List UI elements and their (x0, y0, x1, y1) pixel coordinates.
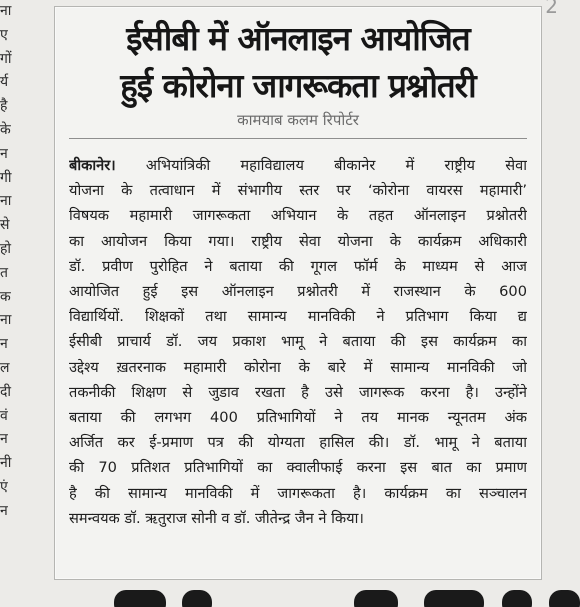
column-fragment: हो (0, 240, 12, 257)
page-number: 2 (545, 0, 558, 18)
body-line: समन्वयक डॉ. ऋतुराज सोनी व डॉ. जीतेन्द्र जैन ने किया। (69, 509, 364, 527)
column-fragment: ना (0, 312, 12, 329)
column-fragment: ए (0, 26, 8, 43)
text-fragment (502, 590, 532, 607)
dateline: बीकानेर। (69, 157, 116, 174)
column-fragment: न (0, 336, 8, 353)
next-headline-fragment (54, 588, 580, 607)
body-line: बताया की लगभग 400 प्रतिभागियों ने तय मानक न्यूनतम अंक (69, 409, 527, 427)
divider (69, 138, 527, 139)
column-fragment: क (0, 288, 11, 305)
body-line: अर्जित कर ई-प्रमाण पत्र की योग्यता हासिल की। डॉ. भामू ने बताया (69, 434, 527, 452)
text-fragment (424, 590, 484, 607)
column-fragment: दी (0, 383, 12, 400)
news-article (54, 6, 542, 580)
column-fragment: ना (0, 193, 12, 210)
adjacent-column-fragment (0, 0, 26, 590)
column-fragment: एं (0, 478, 8, 495)
body-line: का आयोजन किया गया। राष्ट्रीय सेवा योजना के कार्यक्रम अधिकारी (69, 232, 527, 250)
headline-line: ईसीबी में ऑनलाइन आयोजित (126, 19, 470, 58)
headline (69, 15, 527, 109)
column-fragment: र्य (0, 74, 9, 91)
body-line-text: अभियांत्रिकी महाविद्यालय बीकानेर में राष्ट्रीय सेवा (115, 157, 527, 174)
body-line: उद्देश्य ख़तरनाक महामारी कोरोना के बारे में सामान्य मानविकी जो (69, 358, 527, 376)
column-fragment: त (0, 264, 8, 281)
text-fragment (114, 590, 166, 607)
body-line: तकनीकी शिक्षण से जुडाव रखता है उसे जागरूक करना है। उन्होंने (69, 383, 527, 401)
body-line (69, 153, 527, 178)
column-fragment: ना (0, 3, 12, 19)
column-fragment: न (0, 145, 8, 162)
body-line: है की सामान्य मानविकी में जागरूकता है। कार्यक्रम का सञ्चालन (69, 484, 527, 502)
body-line: आयोजित हुई इस ऑनलाइन प्रश्नोतरी में राजस्थान के 600 (69, 283, 527, 301)
text-fragment (182, 590, 212, 607)
body-line: विषयक महामारी जागरूकता अभियान के तहत ऑनलाइन प्रश्नोतरी (69, 207, 527, 225)
column-fragment: न (0, 502, 8, 519)
column-fragment: है (0, 98, 8, 115)
column-fragment: न (0, 431, 8, 448)
text-fragment (549, 590, 580, 607)
body-line: डॉ. प्रवीण पुरोहित ने बताया की गूगल फॉर्म के माध्यम से आज (69, 257, 527, 275)
headline-line: हुई कोरोना जागरूकता प्रश्नोतरी (120, 66, 476, 105)
column-fragment: वं (0, 407, 8, 424)
byline: कामयाब कलम रिपोर्टर (237, 111, 359, 129)
article-body (69, 153, 527, 531)
body-line: ईसीबी प्राचार्य डॉ. जय प्रकाश भामू ने बताया की इस कार्यक्रम का (69, 333, 527, 351)
column-fragment: से (0, 217, 10, 234)
body-line: योजना के तत्वाधान में संभागीय स्तर पर ‘कोरोना वायरस महामारी’ (69, 182, 527, 200)
body-line: की 70 प्रतिशत प्रतिभागियों का क्वालीफाई करना इस बात का प्रमाण (69, 459, 527, 477)
column-fragment: ल (0, 359, 10, 376)
column-fragment: के (0, 121, 11, 138)
column-fragment: नी (0, 455, 12, 472)
body-line: विद्यार्थियों. शिक्षकों तथा सामान्य मानविकी ने प्रतिभाग किया द्य (69, 308, 527, 326)
column-fragment: गी (0, 169, 12, 186)
column-fragment: गों (0, 50, 12, 67)
text-fragment (354, 590, 398, 607)
